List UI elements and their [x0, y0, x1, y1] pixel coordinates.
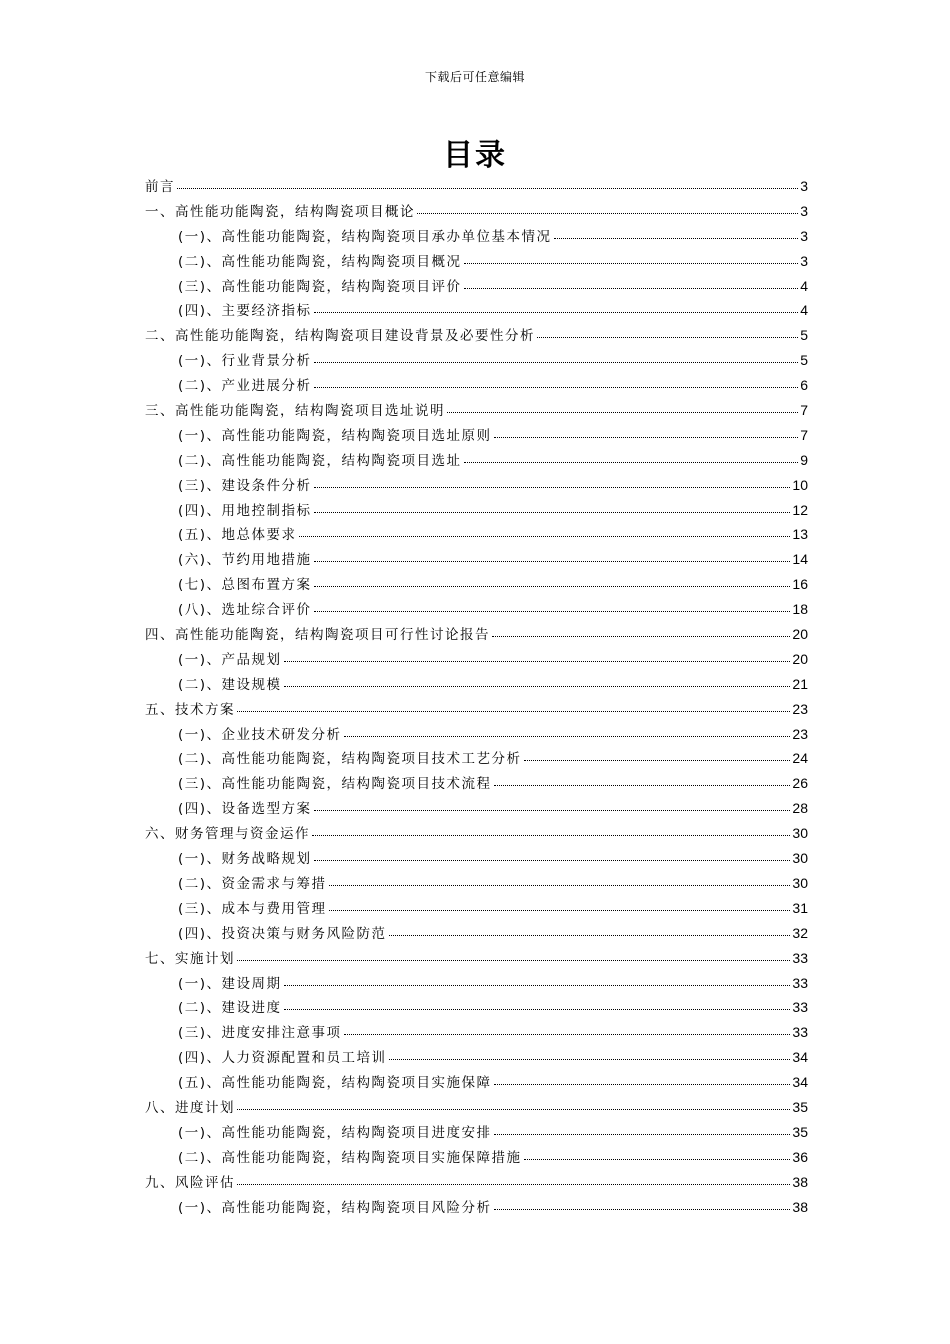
toc-entry[interactable] — [145, 847, 808, 872]
page-title: 目录 — [443, 138, 507, 173]
toc-entry[interactable] — [145, 772, 808, 797]
toc-entry-label: (八)、选址综合评价 — [178, 602, 312, 619]
toc-entry-page-number: 5 — [800, 352, 808, 369]
dot-leader — [314, 860, 791, 861]
toc-entry[interactable] — [145, 648, 808, 673]
toc-entry[interactable] — [145, 1121, 808, 1146]
dot-leader — [237, 960, 790, 961]
toc-entry-page-number: 33 — [792, 949, 808, 966]
toc-entry-label: (一)、高性能功能陶瓷，结构陶瓷项目风险分析 — [178, 1199, 492, 1216]
toc-entry[interactable] — [145, 250, 808, 275]
toc-entry-label: (一)、产品规划 — [178, 651, 282, 668]
toc-entry-label: (六)、节约用地措施 — [178, 552, 312, 569]
dot-leader — [524, 1159, 791, 1160]
toc-entry[interactable] — [145, 349, 808, 374]
dot-leader — [284, 661, 791, 662]
toc-entry-label: 七、实施计划 — [145, 950, 235, 967]
toc-entry[interactable] — [145, 897, 808, 922]
toc-entry[interactable] — [145, 474, 808, 499]
toc-entry-label: 前言 — [145, 179, 175, 195]
dot-leader — [314, 810, 791, 811]
dot-leader — [494, 1134, 791, 1135]
toc-entry-label: (二)、产业进展分析 — [178, 378, 312, 395]
toc-entry-label: (二)、高性能功能陶瓷，结构陶瓷项目概况 — [178, 253, 462, 270]
dot-leader — [494, 785, 791, 786]
toc-entry[interactable] — [145, 1096, 808, 1121]
toc-entry-label: (四)、主要经济指标 — [178, 303, 312, 320]
toc-entry[interactable] — [145, 225, 808, 250]
toc-entry-page-number: 28 — [792, 800, 808, 817]
toc-entry-page-number: 24 — [792, 750, 808, 767]
toc-entry[interactable] — [145, 324, 808, 349]
toc-entry-label: 二、高性能功能陶瓷，结构陶瓷项目建设背景及必要性分析 — [145, 328, 535, 345]
toc-entry-page-number: 3 — [800, 178, 808, 194]
toc-entry-label: (四)、用地控制指标 — [178, 502, 312, 519]
dot-leader — [389, 1059, 791, 1060]
toc-entry-page-number: 33 — [792, 999, 808, 1016]
toc-entry[interactable] — [145, 922, 808, 947]
dot-leader — [314, 611, 791, 612]
toc-entry-label: (三)、建设条件分析 — [178, 477, 312, 494]
dot-leader — [299, 536, 791, 537]
toc-entry[interactable] — [145, 598, 808, 623]
dot-leader — [329, 910, 791, 911]
toc-entry-page-number: 3 — [800, 227, 808, 244]
dot-leader — [314, 362, 799, 363]
dot-leader — [417, 213, 798, 214]
dot-leader — [237, 1109, 790, 1110]
dot-leader — [494, 1209, 791, 1210]
dot-leader — [524, 760, 791, 761]
toc-entry-page-number: 38 — [792, 1198, 808, 1215]
toc-entry[interactable] — [145, 573, 808, 598]
toc-entry-label: (五)、高性能功能陶瓷，结构陶瓷项目实施保障 — [178, 1075, 492, 1092]
dot-leader — [314, 561, 791, 562]
toc-entry-page-number: 38 — [792, 1173, 808, 1190]
toc-entry[interactable] — [145, 275, 808, 300]
dot-leader — [344, 1034, 791, 1035]
dot-leader — [284, 686, 791, 687]
toc-entry-label: (三)、成本与费用管理 — [178, 900, 327, 917]
toc-entry[interactable] — [145, 374, 808, 399]
dot-leader — [284, 1009, 791, 1010]
toc-entry-label: (二)、高性能功能陶瓷，结构陶瓷项目实施保障措施 — [178, 1149, 522, 1166]
toc-entry-page-number: 6 — [800, 377, 808, 394]
toc-entry-label: 四、高性能功能陶瓷，结构陶瓷项目可行性讨论报告 — [145, 627, 490, 644]
dot-leader — [344, 736, 791, 737]
toc-entry-page-number: 5 — [800, 327, 808, 344]
dot-leader — [314, 586, 791, 587]
toc-entry-page-number: 20 — [792, 650, 808, 667]
toc-entry[interactable] — [145, 523, 808, 548]
toc-entry-page-number: 13 — [792, 526, 808, 543]
toc-entry-label: (二)、建设进度 — [178, 1000, 282, 1017]
toc-entry-label: 六、财务管理与资金运作 — [145, 826, 310, 843]
table-of-contents — [145, 175, 808, 1220]
dot-leader — [554, 238, 799, 239]
toc-entry-page-number: 4 — [800, 277, 808, 294]
dot-leader — [314, 512, 791, 513]
toc-entry-page-number: 30 — [792, 874, 808, 891]
dot-leader — [237, 711, 790, 712]
toc-entry-page-number: 32 — [792, 924, 808, 941]
toc-entry[interactable] — [145, 1171, 808, 1196]
toc-entry-page-number: 34 — [792, 1074, 808, 1091]
toc-entry[interactable] — [145, 972, 808, 997]
toc-entry-page-number: 4 — [800, 302, 808, 319]
dot-leader — [492, 636, 790, 637]
toc-entry-page-number: 18 — [792, 601, 808, 618]
toc-entry[interactable] — [145, 698, 808, 723]
toc-entry-label: (二)、高性能功能陶瓷，结构陶瓷项目选址 — [178, 452, 462, 469]
toc-entry-label: (一)、高性能功能陶瓷，结构陶瓷项目选址原则 — [178, 427, 492, 444]
toc-entry-page-number: 35 — [792, 1123, 808, 1140]
toc-entry[interactable] — [145, 499, 808, 524]
toc-entry[interactable] — [145, 175, 808, 200]
toc-entry-label: 九、风险评估 — [145, 1174, 235, 1191]
dot-leader — [464, 263, 799, 264]
toc-entry-page-number: 9 — [800, 451, 808, 468]
dot-leader — [464, 288, 799, 289]
toc-entry-page-number: 23 — [792, 700, 808, 717]
toc-entry[interactable] — [145, 1021, 808, 1046]
toc-entry-label: 三、高性能功能陶瓷，结构陶瓷项目选址说明 — [145, 403, 445, 420]
toc-entry-label: 五、技术方案 — [145, 701, 235, 718]
toc-entry-label: (一)、企业技术研发分析 — [178, 726, 342, 743]
dot-leader — [329, 885, 791, 886]
dot-leader — [312, 835, 790, 836]
toc-entry[interactable] — [145, 723, 808, 748]
toc-entry-page-number: 10 — [792, 476, 808, 493]
dot-leader — [177, 188, 798, 189]
dot-leader — [237, 1184, 790, 1185]
toc-entry[interactable] — [145, 747, 808, 772]
toc-entry-page-number: 14 — [792, 551, 808, 568]
toc-entry-page-number: 31 — [792, 899, 808, 916]
toc-entry-label: 八、进度计划 — [145, 1099, 235, 1116]
toc-entry-page-number: 7 — [800, 402, 808, 419]
page-header: 下载后可任意编辑 — [424, 70, 525, 84]
toc-entry-page-number: 7 — [800, 426, 808, 443]
dot-leader — [314, 387, 799, 388]
toc-entry[interactable] — [145, 947, 808, 972]
toc-entry[interactable] — [145, 673, 808, 698]
toc-entry[interactable] — [145, 1071, 808, 1096]
toc-entry-page-number: 3 — [800, 252, 808, 269]
toc-entry-page-number: 21 — [792, 675, 808, 692]
toc-entry-page-number: 12 — [792, 501, 808, 518]
toc-entry-label: (一)、建设周期 — [178, 975, 282, 992]
toc-entry-page-number: 34 — [792, 1049, 808, 1066]
toc-entry-page-number: 30 — [792, 825, 808, 842]
dot-leader — [314, 487, 791, 488]
toc-entry[interactable] — [145, 797, 808, 822]
dot-leader — [447, 412, 798, 413]
dot-leader — [494, 1084, 791, 1085]
toc-entry-page-number: 16 — [792, 576, 808, 593]
toc-entry-page-number: 36 — [792, 1148, 808, 1165]
toc-entry[interactable] — [145, 1046, 808, 1071]
dot-leader — [389, 935, 791, 936]
toc-entry[interactable] — [145, 449, 808, 474]
toc-entry-label: (一)、高性能功能陶瓷，结构陶瓷项目进度安排 — [178, 1124, 492, 1141]
toc-entry[interactable] — [145, 822, 808, 847]
toc-entry-page-number: 26 — [792, 775, 808, 792]
toc-entry-label: (三)、高性能功能陶瓷，结构陶瓷项目评价 — [178, 278, 462, 295]
toc-entry-label: (二)、建设规模 — [178, 676, 282, 693]
toc-entry-page-number: 33 — [792, 1024, 808, 1041]
toc-entry-label: (一)、财务战略规划 — [178, 851, 312, 868]
toc-entry[interactable] — [145, 623, 808, 648]
dot-leader — [314, 312, 799, 313]
dot-leader — [464, 462, 799, 463]
toc-entry[interactable] — [145, 548, 808, 573]
toc-entry-label: (四)、设备选型方案 — [178, 801, 312, 818]
toc-entry-page-number: 23 — [792, 725, 808, 742]
toc-entry-label: (一)、行业背景分析 — [178, 353, 312, 370]
toc-entry[interactable] — [145, 1196, 808, 1221]
toc-entry[interactable] — [145, 424, 808, 449]
dot-leader — [494, 437, 799, 438]
toc-entry-label: (四)、人力资源配置和员工培训 — [178, 1050, 387, 1067]
toc-entry-label: (七)、总图布置方案 — [178, 577, 312, 594]
toc-entry-page-number: 35 — [792, 1098, 808, 1115]
toc-entry-label: (三)、进度安排注意事项 — [178, 1025, 342, 1042]
toc-entry-label: (四)、投资决策与财务风险防范 — [178, 925, 387, 942]
toc-entry[interactable] — [145, 872, 808, 897]
dot-leader — [284, 985, 791, 986]
dot-leader — [537, 337, 798, 338]
toc-entry-page-number: 3 — [800, 202, 808, 219]
toc-entry-label: (一)、高性能功能陶瓷，结构陶瓷项目承办单位基本情况 — [178, 228, 552, 245]
toc-entry-label: (三)、高性能功能陶瓷，结构陶瓷项目技术流程 — [178, 776, 492, 793]
toc-entry-label: (五)、地总体要求 — [178, 527, 297, 544]
toc-entry[interactable] — [145, 996, 808, 1021]
toc-entry-page-number: 33 — [792, 974, 808, 991]
toc-entry-label: 一、高性能功能陶瓷，结构陶瓷项目概论 — [145, 203, 415, 220]
toc-entry[interactable] — [145, 299, 808, 324]
toc-entry-page-number: 20 — [792, 626, 808, 643]
toc-entry-label: (二)、资金需求与筹措 — [178, 875, 327, 892]
toc-entry-label: (二)、高性能功能陶瓷，结构陶瓷项目技术工艺分析 — [178, 751, 522, 768]
toc-entry[interactable] — [145, 399, 808, 424]
toc-entry-page-number: 30 — [792, 850, 808, 867]
toc-entry[interactable] — [145, 1146, 808, 1171]
toc-entry[interactable] — [145, 200, 808, 225]
